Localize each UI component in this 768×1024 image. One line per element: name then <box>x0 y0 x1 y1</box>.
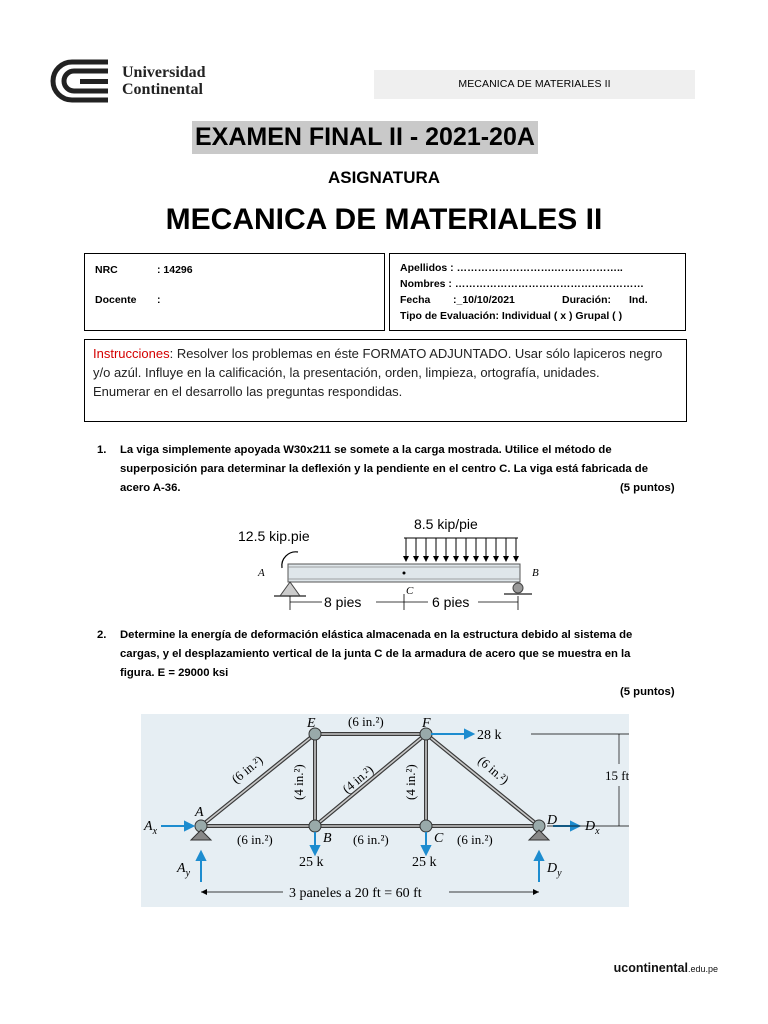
fecha-value: :_10/10/2021 <box>453 294 515 306</box>
duracion-label: Duración: <box>562 294 612 306</box>
question-line: superposición para determinar la deflexión y la pendiente en el centro C. La viga está fabricada de <box>120 463 648 475</box>
question-1 <box>0 441 768 501</box>
support-b-label: B <box>532 567 539 579</box>
area-ef: (6 in.²) <box>348 714 384 729</box>
load-arrow <box>443 538 449 562</box>
moment-label: 12.5 kip.pie <box>238 528 310 544</box>
question-number: 2. <box>97 629 107 641</box>
reaction-ax-head <box>185 822 193 830</box>
load-arrow-f-head <box>465 730 473 738</box>
docente-value: : <box>157 294 161 306</box>
area-fd: (6 in.²) <box>475 752 513 788</box>
load-arrow <box>453 538 459 562</box>
footer-brand-name: ucontinental <box>613 961 688 975</box>
logo-line-2: Continental <box>122 81 203 98</box>
load-arrow <box>463 538 469 562</box>
load-arrow-c-head <box>422 846 430 854</box>
question-line: figura. E = 29000 ksi <box>120 667 229 679</box>
truss-member-highlights <box>201 734 539 826</box>
truss-figure <box>141 714 629 907</box>
load-b-label: 25 k <box>299 855 324 870</box>
university-logo <box>50 58 240 104</box>
load-arrow-b-head <box>311 846 319 854</box>
subject-name: MECANICA DE MATERIALES II <box>165 203 603 236</box>
reaction-dy-head <box>535 852 543 860</box>
subject-label: ASIGNATURA <box>327 168 441 187</box>
area-bf: (4 in.²) <box>339 761 377 797</box>
load-arrow <box>493 538 499 562</box>
area-fc: (4 in.²) <box>403 764 418 800</box>
distributed-load-label: 8.5 kip/pie <box>414 516 478 532</box>
span-label: 3 paneles a 20 ft = 60 ft <box>289 886 422 901</box>
roller-support-icon <box>513 583 523 593</box>
info-left-box <box>84 253 385 331</box>
load-arrow <box>413 538 419 562</box>
area-bc: (6 in.²) <box>353 832 389 847</box>
question-line: La viga simplemente apoyada W30x211 se somete a la carga mostrada. Utilice el método de <box>120 444 612 456</box>
apellidos-field: Apellidos : ……………………….……………….. <box>400 262 623 274</box>
load-arrow <box>503 538 509 562</box>
beam-figure <box>232 510 542 616</box>
pin-support-icon <box>280 582 300 596</box>
nrc-label: NRC <box>95 264 118 276</box>
nrc-value: : 14296 <box>157 264 193 276</box>
load-c-label: 25 k <box>412 855 437 870</box>
joint-f-label: F <box>422 716 431 731</box>
reaction-dy-label: $D_y$ <box>547 861 562 879</box>
joint-a-label: A <box>195 805 204 820</box>
load-arrow <box>483 538 489 562</box>
question-2 <box>0 626 768 706</box>
reaction-ay-head <box>197 852 205 860</box>
joint-c <box>420 820 432 832</box>
joint-b <box>309 820 321 832</box>
instructions-box <box>84 339 687 422</box>
footer-brand <box>614 961 718 975</box>
height-label: 15 ft <box>605 768 629 783</box>
footer-brand-domain: .edu.pe <box>687 964 718 974</box>
pin-support-a-icon <box>191 830 211 840</box>
nombres-field: Nombres : ……………………………………………… <box>400 278 644 290</box>
area-eb: (4 in.²) <box>291 764 306 800</box>
duracion-value: Ind. <box>629 294 648 306</box>
reaction-ay-label: $A_y$ <box>177 861 191 879</box>
distributed-load-arrows <box>403 538 519 562</box>
question-points: (5 puntos) <box>620 482 675 494</box>
instructions-text: : Resolver los problemas en éste FORMATO ADJUNTADO. Usar sólo lapiceros negro y/o azúl. Influye en la calificación, la presentación, orden, limpieza, ortografía, unidades. <box>93 346 663 380</box>
span-dim-arrow <box>201 889 207 895</box>
load-arrow <box>433 538 439 562</box>
load-f-label: 28 k <box>477 728 502 743</box>
area-ab: (6 in.²) <box>237 832 273 847</box>
instructions-label: Instrucciones <box>93 346 170 361</box>
center-label: C <box>406 585 414 597</box>
info-right-box <box>389 253 686 331</box>
span-dim-arrow <box>533 889 539 895</box>
reaction-ax-label: $A_x$ <box>144 819 158 837</box>
exam-title: EXAMEN FINAL II - 2021-20A <box>192 121 538 154</box>
span-2-label: 6 pies <box>432 594 470 610</box>
area-ae: (6 in.²) <box>228 752 266 787</box>
reaction-dx-label: $D_x$ <box>585 819 600 837</box>
question-line: cargas, y el desplazamiento vertical de la junta C de la armadura de acero que se muestra en la <box>120 648 631 660</box>
logo-line-1: Universidad <box>122 64 206 81</box>
joint-e-label: E <box>307 716 316 731</box>
question-number: 1. <box>97 444 107 456</box>
pin-support-d-icon <box>529 830 549 840</box>
area-cd: (6 in.²) <box>457 832 493 847</box>
joint-d-label: D <box>547 813 558 828</box>
continental-logo-icon <box>50 58 112 104</box>
joint-b-label: B <box>323 831 332 846</box>
instructions-text-2: Enumerar en el desarrollo las preguntas respondidas. <box>93 384 403 399</box>
docente-label: Docente <box>95 294 137 306</box>
load-arrow <box>423 538 429 562</box>
support-a-label: A <box>258 567 265 579</box>
tipo-evaluacion: Tipo de Evaluación: Individual ( x ) Grupal ( ) <box>400 310 623 322</box>
question-line: Determine la energía de deformación elástica almacenada en la estructura debido al sistema de <box>120 629 633 641</box>
span-1-label: 8 pies <box>324 594 362 610</box>
load-arrow <box>473 538 479 562</box>
center-point <box>403 572 406 575</box>
load-arrow <box>403 538 409 562</box>
question-points: (5 puntos) <box>620 686 675 698</box>
course-header: MECANICA DE MATERIALES II <box>374 70 695 99</box>
question-line: acero A-36. <box>120 482 181 494</box>
instructions-paragraph <box>93 344 678 382</box>
fecha-label: Fecha <box>400 294 431 306</box>
load-arrow <box>513 538 519 562</box>
joint-c-label: C <box>434 831 444 846</box>
